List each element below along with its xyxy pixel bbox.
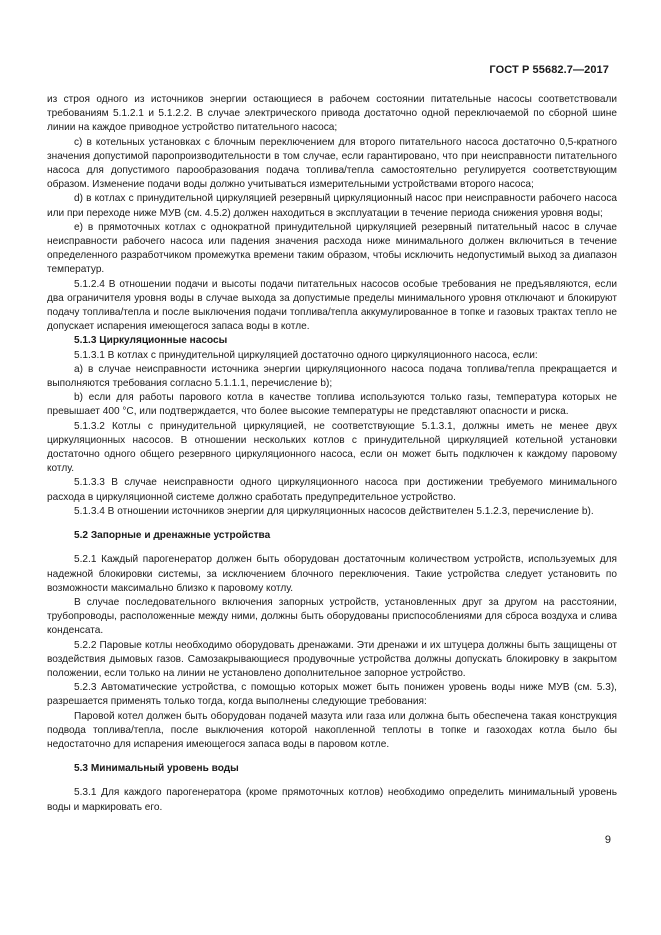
clause-5-2-1: 5.2.1 Каждый парогенератор должен быть оборудован достаточным количеством устройств, используемых для надежной блокировки системы, за исключением блочного переключения. Такие устройства следует установить по возможности максимально близко к паровому котлу.	[47, 554, 617, 594]
clause-5-2-3: 5.2.3 Автоматические устройства, с помощью которых может быть понижен уровень воды ниже МУВ (см. 5.3), разрешается применять только тогда, когда выполнены следующие требования:	[47, 682, 617, 708]
section-heading-5-3: 5.3 Минимальный уровень воды	[74, 763, 239, 775]
list-item-d: d) в котлах с принудительной циркуляцией резервный циркуляционный насос при неисправности рабочего насоса или при переходе ниже МУВ (см. 4.5.2) должен находиться в эксплуатации в течение периода снижения уровня воды;	[47, 193, 617, 219]
section-heading-5-2: 5.2 Запорные и дренажные устройства	[74, 530, 271, 542]
clause-5-1-3-4: 5.1.3.4 В отношении источников энергии для циркуляционных насосов действителен 5.1.2.3, перечисление b).	[74, 505, 594, 517]
document-header: ГОСТ Р 55682.7—2017	[489, 64, 609, 76]
paragraph-series-valves: В случае последовательного включения запорных устройств, установленных друг за другом на расстоянии, трубопроводы, расположенные между ними, должны быть оборудованы приспособлениями для сброса воздуха и слива конденсата.	[47, 596, 617, 637]
page-number: 9	[604, 834, 611, 846]
list-item-e: e) в прямоточных котлах с однократной принудительной циркуляцией резервный питательный насос в случае неисправности рабочего насоса или падения значения расхода ниже минимального должен включиться в течение определенного разработчиком промежутка времени таким образом, чтобы исключить недопустимый выход за диапазон температур.	[47, 221, 617, 276]
clause-5-1-3-1: 5.1.3.1 В котлах с принудительной циркуляцией достаточно одного циркуляционного насоса, если:	[74, 349, 538, 361]
clause-5-2-2: 5.2.2 Паровые котлы необходимо оборудовать дренажами. Эти дренажи и их штуцера должны быть защищены от воздействия дымовых газов. Самозакрывающиеся продувочные устройства должны допускать блокировку в закрытом положении, если только на линии не установлено дополнительное запорное устройство.	[47, 639, 617, 679]
list-item-b: b) если для работы парового котла в качестве топлива используются только газы, температура которых не превышает 400 °С, или подтверждается, что более высокие температуры не представляют опасности и риска.	[47, 392, 617, 418]
section-heading-5-1-3: 5.1.3 Циркуляционные насосы	[74, 335, 228, 347]
document-body	[47, 93, 617, 815]
clause-5-1-3-2: 5.1.3.2 Котлы с принудительной циркуляцией, не соответствующие 5.1.3.1, должны иметь не менее двух циркуляционных насосов. В отношении нескольких котлов с принудительной циркуляцией котельной установки достаточно одного общего резервного циркуляционного насоса, если он может быть подключен к каждому паровому котлу.	[47, 420, 617, 475]
list-item-a: a) в случае неисправности источника энергии циркуляционного насоса подача топлива/тепла прекращается и выполняются требования согласно 5.1.1.1, перечисление b);	[47, 363, 617, 390]
clause-5-3-1: 5.3.1 Для каждого парогенератора (кроме прямоточных котлов) необходимо определить минимальный уровень воды и маркировать его.	[47, 787, 617, 813]
clause-5-1-2-4: 5.1.2.4 В отношении подачи и высоты подачи питательных насосов особые требования не предъявляются, если два ограничителя уровня воды в случае выхода за допустимые пределы минимального уровня отключают и блокируют подачу топлива/тепла и после выключения подачи топлива/тепла аккумулированное в топке и газовых трактах тепло не допускает испарения имеющегося запаса воды в котле.	[47, 278, 617, 333]
list-item-c: c) в котельных установках с блочным переключением для второго питательного насоса достаточно 0,5-кратного значения допустимой паропроизводительности в том случае, если гарантировано, что при неисправности питательного насоса для допустимого парообразования подача топлива/тепла самостоятельно регулируется соответствующим образом. Изменение подачи воды должно учитываться измерительными устройствами второго насоса;	[47, 136, 617, 191]
paragraph-boiler-requirement: Паровой котел должен быть оборудован подачей мазута или газа или должна быть обеспечена такая конструкция подвода топлива/тепла, после выключения которой накопленной теплоты в топке и газоходах котла было бы недостаточно для испарения имеющегося запаса воды в паровом котле.	[47, 710, 617, 750]
clause-5-1-3-3: 5.1.3.3 В случае неисправности одного циркуляционного насоса при достижении требуемого минимального расхода в циркуляционной системе должно сработать предупредительное устройство.	[47, 477, 617, 503]
paragraph-continuation: из строя одного из источников энергии остающиеся в рабочем состоянии питательные насосы соответствовали требованиям 5.1.2.1 и 5.1.2.2. В случае электрического привода достаточно одной переключаемой по сборной шине линии на каждое приводное устройство питательного насоса;	[47, 94, 617, 134]
